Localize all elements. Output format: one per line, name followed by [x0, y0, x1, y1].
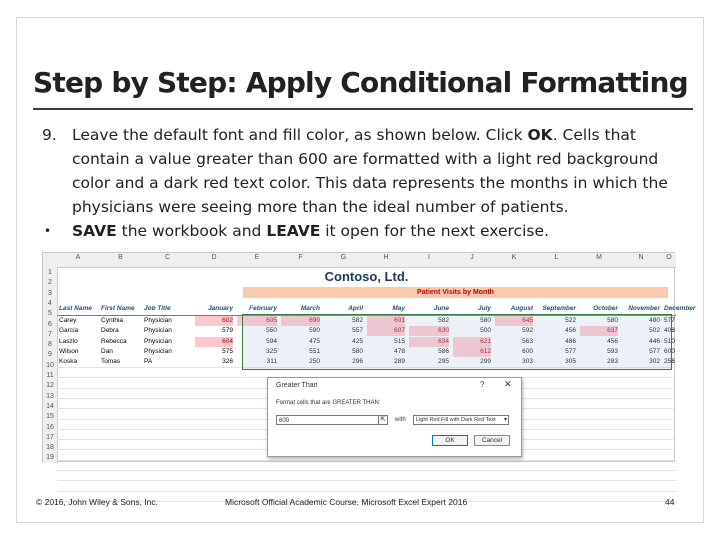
instructions — [36, 123, 686, 243]
step-emphasis: SAVE — [72, 222, 117, 240]
data-cell[interactable]: 283 — [607, 358, 618, 366]
row-number[interactable]: 15 — [46, 413, 54, 421]
data-cell[interactable]: 550 — [266, 327, 277, 335]
format-dropdown[interactable] — [413, 415, 509, 425]
data-cell[interactable]: Garcia — [59, 327, 79, 335]
row-number[interactable]: 14 — [46, 402, 54, 410]
row-number[interactable]: 6 — [48, 320, 52, 328]
row-number[interactable]: 17 — [46, 433, 54, 441]
row-number[interactable]: 4 — [48, 299, 52, 307]
column-header-cell[interactable]: November — [628, 305, 660, 312]
row-number[interactable]: 10 — [46, 361, 54, 369]
column-header-cell[interactable]: December — [664, 305, 696, 312]
data-cell[interactable]: Laszlo — [59, 337, 78, 345]
step-number: 9. — [42, 126, 57, 144]
ok-button[interactable]: OK — [432, 435, 468, 446]
column-header-cell[interactable]: January — [208, 305, 233, 312]
bullet-marker: • — [44, 224, 52, 238]
column-letter[interactable]: L — [554, 254, 559, 261]
data-cell[interactable]: 502 — [649, 327, 660, 335]
row-number[interactable]: 19 — [46, 454, 54, 462]
step-text: Leave the default font and fill color, as shown below. Click — [72, 126, 528, 144]
data-cell[interactable]: 590 — [309, 327, 320, 335]
step-emphasis: OK — [527, 126, 553, 144]
data-cell[interactable]: Carey — [59, 317, 77, 324]
data-cell[interactable]: 522 — [565, 317, 576, 324]
data-cell[interactable]: 456 — [565, 327, 576, 335]
data-cell[interactable]: 634 — [409, 337, 449, 347]
dialog-prompt: Format cells that are GREATER THAN: — [276, 400, 381, 406]
row-number[interactable]: 3 — [48, 289, 52, 297]
data-cell[interactable]: 582 — [438, 317, 449, 324]
data-cell[interactable]: 594 — [266, 337, 277, 345]
data-cell[interactable]: Physician — [144, 347, 172, 355]
row-number[interactable]: 16 — [46, 423, 54, 431]
gridline — [57, 491, 676, 492]
column-letter[interactable]: I — [428, 254, 430, 261]
data-cell[interactable]: 551 — [309, 347, 320, 355]
footer-course: Microsoft Official Academic Course, Microsoft Excel Expert 2016 — [225, 497, 468, 507]
data-cell[interactable]: 480 — [649, 317, 660, 324]
data-cell[interactable]: 325 — [266, 347, 277, 355]
data-cell[interactable]: Koska — [59, 358, 78, 366]
data-cell[interactable]: 577 — [649, 347, 660, 355]
data-cell[interactable]: 296 — [352, 358, 363, 366]
data-cell[interactable]: 446 — [649, 337, 660, 345]
data-cell[interactable]: 601 — [367, 316, 405, 326]
column-letter[interactable]: C — [164, 254, 171, 261]
data-cell[interactable]: 557 — [352, 327, 363, 335]
step-bullet — [36, 219, 686, 243]
gridline — [57, 460, 676, 461]
data-cell[interactable]: Rebecca — [101, 337, 127, 345]
data-cell[interactable]: 305 — [565, 358, 576, 366]
column-letter[interactable]: K — [511, 254, 517, 261]
data-cell[interactable]: 630 — [409, 326, 449, 336]
range-picker-icon[interactable]: ⇱ — [378, 415, 388, 425]
data-cell[interactable]: 690 — [281, 316, 320, 326]
column-header-cell[interactable]: June — [433, 305, 449, 312]
column-letter[interactable]: A — [75, 254, 81, 261]
data-cell[interactable]: 289 — [394, 358, 405, 366]
row-number[interactable]: 7 — [48, 330, 52, 338]
data-cell[interactable]: 575 — [222, 347, 233, 355]
chevron-down-icon: ▾ — [503, 417, 507, 423]
step-9 — [36, 123, 686, 219]
gridline — [57, 480, 676, 481]
title-rule — [33, 108, 693, 110]
data-cell[interactable]: 580 — [480, 317, 491, 324]
column-header-cell[interactable]: Job Title — [144, 305, 171, 312]
column-header-cell[interactable]: September — [542, 305, 576, 312]
data-cell[interactable]: Dan — [101, 347, 113, 355]
format-dropdown-value: Light Red Fill with Dark Red Text — [416, 417, 496, 423]
data-cell[interactable]: Physician — [144, 317, 172, 324]
data-cell[interactable]: 600 — [522, 347, 533, 355]
threshold-input[interactable]: 600 — [276, 415, 386, 425]
data-cell[interactable]: 250 — [309, 358, 320, 366]
data-cell[interactable]: 600 — [664, 347, 675, 355]
step-emphasis: LEAVE — [266, 222, 321, 240]
column-letter[interactable]: N — [638, 254, 644, 261]
data-cell[interactable]: 302 — [649, 358, 660, 366]
column-header-cell[interactable]: February — [249, 305, 277, 312]
cancel-button[interactable]: Cancel — [474, 435, 510, 446]
column-letter[interactable]: G — [340, 254, 347, 261]
data-cell[interactable]: 612 — [453, 347, 491, 357]
greater-than-dialog — [267, 377, 522, 457]
data-cell[interactable]: 580 — [607, 317, 618, 324]
row-number[interactable]: 13 — [46, 392, 54, 400]
column-header-cell[interactable]: May — [392, 305, 405, 312]
data-cell[interactable]: 500 — [480, 327, 491, 335]
data-cell[interactable]: 592 — [522, 327, 533, 335]
column-header-cell[interactable]: July — [477, 305, 491, 312]
company-title-cell[interactable]: Contoso, Ltd. — [324, 269, 409, 284]
data-cell[interactable]: Physician — [144, 327, 172, 335]
data-cell[interactable]: 621 — [453, 337, 491, 347]
dialog-title: Greater Than — [276, 382, 318, 389]
row-number[interactable]: 11 — [46, 372, 54, 379]
step-text: the workbook and — [116, 222, 267, 240]
column-header-cell[interactable]: October — [593, 305, 618, 312]
column-headers — [43, 253, 676, 268]
row-number[interactable]: 8 — [48, 341, 52, 349]
column-header-cell[interactable]: March — [300, 305, 320, 312]
row-number[interactable]: 5 — [48, 310, 52, 318]
data-cell[interactable]: 486 — [565, 337, 576, 345]
row-number[interactable]: 9 — [48, 351, 52, 359]
data-cell[interactable]: 580 — [352, 347, 363, 355]
column-letter[interactable]: F — [298, 254, 303, 261]
column-header-cell[interactable]: First Name — [101, 305, 135, 312]
data-cell[interactable]: 579 — [222, 327, 233, 335]
data-cell[interactable]: 593 — [607, 347, 618, 355]
row-headers — [43, 267, 58, 463]
close-icon[interactable]: ✕ — [504, 379, 512, 389]
step-text: it open for the next exercise. — [320, 222, 549, 240]
help-icon[interactable]: ? — [480, 380, 485, 389]
column-letter[interactable]: B — [118, 254, 123, 261]
column-header-cell[interactable]: April — [348, 305, 363, 312]
data-cell[interactable]: 605 — [237, 316, 277, 326]
data-cell[interactable]: 637 — [580, 326, 618, 336]
subtitle-cell[interactable]: Patient Visits by Month — [243, 287, 668, 298]
data-cell[interactable]: 586 — [438, 347, 449, 355]
data-cell[interactable]: 478 — [394, 347, 405, 355]
data-cell[interactable]: 607 — [367, 326, 405, 336]
footer-page-number: 44 — [665, 497, 675, 507]
data-cell[interactable]: Tomas — [101, 358, 121, 366]
column-header-cell[interactable]: Last Name — [59, 305, 92, 312]
data-cell[interactable]: 456 — [607, 337, 618, 345]
data-cell[interactable]: 602 — [195, 316, 233, 326]
selected-range[interactable] — [242, 314, 675, 370]
data-cell[interactable]: 577 — [565, 347, 576, 355]
data-cell[interactable]: 425 — [352, 337, 363, 345]
row-number[interactable]: 12 — [46, 382, 54, 390]
column-letter[interactable]: O — [666, 254, 672, 261]
gridline — [57, 470, 676, 471]
data-cell[interactable]: 326 — [222, 358, 233, 366]
data-cell[interactable]: Cynthia — [101, 317, 124, 324]
column-letter[interactable]: D — [211, 254, 217, 261]
step-text: . Cells that contain a value greater than 600 are formatted with a light red background color and a dark red text color. This data represents the months in which the physicians were seeing more than the ideal number of patients. — [72, 126, 668, 216]
data-cell[interactable]: 645 — [495, 316, 533, 326]
column-letter[interactable]: H — [383, 254, 389, 261]
footer-copyright: © 2016, John Wiley & Sons, Inc. — [36, 497, 159, 507]
data-cell[interactable]: 256 — [664, 358, 675, 366]
column-letter[interactable]: J — [470, 254, 474, 261]
data-cell[interactable]: Debra — [101, 327, 119, 335]
data-cell[interactable]: Physician — [144, 337, 172, 345]
data-cell[interactable]: 295 — [438, 358, 449, 366]
row-number[interactable]: 2 — [48, 279, 52, 287]
column-letter[interactable]: M — [596, 254, 602, 261]
data-cell[interactable]: 311 — [266, 358, 277, 366]
data-cell[interactable]: PA — [144, 358, 153, 366]
data-cell[interactable]: Wilson — [59, 347, 79, 355]
data-cell[interactable]: 515 — [394, 337, 405, 345]
row-number[interactable]: 1 — [48, 269, 52, 276]
row-number[interactable]: 18 — [46, 444, 54, 452]
data-cell[interactable]: 582 — [352, 317, 363, 324]
slide-title: Step by Step: Apply Conditional Formatting — [33, 66, 688, 99]
data-cell[interactable]: 577 — [664, 317, 675, 324]
column-letter[interactable]: E — [254, 254, 260, 261]
data-cell[interactable]: 475 — [309, 337, 320, 345]
with-label: with — [395, 417, 406, 423]
data-cell[interactable]: 303 — [522, 358, 533, 366]
data-cell[interactable]: 604 — [195, 337, 233, 347]
data-cell[interactable]: 563 — [522, 337, 533, 345]
data-cell[interactable]: 510 — [664, 337, 675, 345]
data-cell[interactable]: 408 — [664, 327, 675, 335]
data-cell[interactable]: 299 — [480, 358, 491, 366]
column-header-cell[interactable]: August — [510, 305, 533, 312]
